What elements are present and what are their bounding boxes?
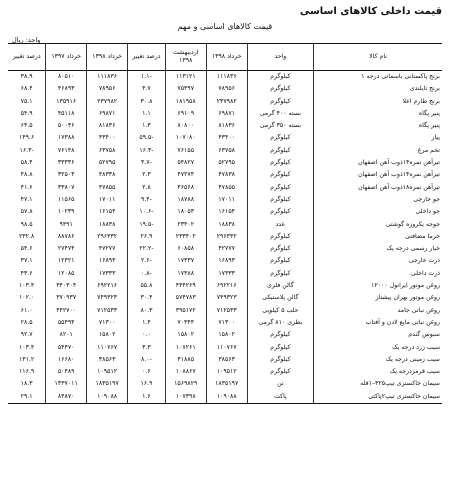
- cell-c6: ۱۳۱.۲: [18, 355, 35, 363]
- cell-c6: ۵۸.۴: [20, 159, 33, 167]
- cell-c2: ۱۱۳۱۲۱: [165, 71, 206, 84]
- table-row: [8, 378, 442, 390]
- cell-c6: ۴۳.۶: [20, 269, 33, 277]
- cell-unit: حلب ۵ کیلویی: [247, 305, 313, 317]
- table-row: [8, 391, 442, 404]
- cell-c2: ۱۷۳۸۸: [165, 268, 206, 280]
- cell-name: پنیر پگاه: [314, 108, 442, 120]
- cell-c4: ۱۰۹۵۱۲: [87, 366, 128, 378]
- header-name: نام کالا: [314, 44, 442, 71]
- cell-c6: ۶۱.۰: [20, 306, 33, 314]
- cell-c3: ۲.۳: [128, 169, 166, 181]
- table-row: [8, 194, 442, 206]
- cell-unit: تن: [247, 378, 313, 390]
- cell-c4: ۱۷۳۳۳: [87, 268, 128, 280]
- cell-c3: ۴.۷: [128, 83, 166, 95]
- cell-unit: کیلوگرم: [247, 169, 313, 181]
- cell-c3: ۰.۶: [128, 366, 166, 378]
- cell-c1: ۴۷۸۳۸: [206, 169, 247, 181]
- cell-c6: ۱۰۲.۰: [18, 294, 35, 302]
- cell-c2: ۱۰۸۸۶۷: [165, 366, 206, 378]
- cell-c2: ۲۳۴۰۲: [165, 219, 206, 231]
- cell-c5: ۳۳۳۳۶: [46, 157, 87, 169]
- cell-c2: ۳۹۵۱۷۲: [165, 305, 206, 317]
- cell-unit: کیلوگرم: [247, 329, 313, 341]
- cell-c4: ۳۸۵۶۳: [87, 354, 128, 366]
- cell-c1: ۱۸۸۳۸: [206, 219, 247, 231]
- cell-c2: ۸۰۸۰۰: [165, 120, 206, 132]
- cell-c5: ۵۰۴۸۹: [46, 366, 87, 378]
- cell-c1: ۸۱۸۳۶: [206, 120, 247, 132]
- cell-c5: ۱۷۳۸۸: [46, 132, 87, 144]
- table-row: [8, 317, 442, 329]
- cell-c6: ۱۴۹.۶: [18, 134, 35, 142]
- cell-c4: ۷۴۹۳۲۳: [87, 292, 128, 304]
- cell-c2: ۷۵۳۹۷: [165, 83, 206, 95]
- table-row: [8, 342, 442, 354]
- cell-name: جو داخلی: [314, 206, 442, 218]
- header-c4: خرداد ۱۳۹۸: [87, 44, 128, 71]
- cell-name: برنج پاکستانی باسماتی درجه ۱: [314, 71, 442, 84]
- cell-c6: ۴۸.۸: [20, 171, 33, 179]
- cell-c2: ۱۰۷۳۹۸: [165, 391, 206, 404]
- table-row: [8, 182, 442, 194]
- cell-c2: ۱۵۶۹۸۲۹: [165, 378, 206, 390]
- cell-c6: ۵۴.۹: [20, 109, 33, 117]
- cell-c1: ۱۰۹۰۸۸: [206, 391, 247, 404]
- cell-c3: ۸۰.۳: [128, 305, 166, 317]
- cell-c6: ۱۰۳.۴: [18, 282, 35, 290]
- cell-c3: ۱.۴: [128, 317, 166, 329]
- cell-c4: ۲۹۶۳۳۲: [87, 231, 128, 243]
- cell-c5: ۵۵۴۹۴: [46, 317, 87, 329]
- table-row: [8, 96, 442, 108]
- cell-c2: ۱۷۳۳۷: [165, 255, 206, 267]
- cell-c5: ۳۷۰۹۳۷: [46, 292, 87, 304]
- cell-name: روغن نباتی مایع لادن و آفتاب: [314, 317, 442, 329]
- cell-c2: ۲۳۳۴۰۲: [165, 231, 206, 243]
- cell-unit: کیلوگرم: [247, 194, 313, 206]
- cell-c4: ۱۶۸۹۳: [87, 255, 128, 267]
- cell-c4: ۱۰۹۰۸۸: [87, 391, 128, 404]
- cell-c2: ۱۰۷۰۸۰: [165, 132, 206, 144]
- cell-c6: ۵۷.۸: [20, 208, 33, 216]
- cell-c2: ۱۸۷۸۸: [165, 194, 206, 206]
- cell-unit: بسته ۴۰۰ گرمی: [247, 108, 313, 120]
- table-row: [8, 231, 442, 243]
- cell-name: ذرت داخلی: [314, 268, 442, 280]
- cell-c5: ۵۴۴۷۰: [46, 342, 87, 354]
- cell-c1: ۲۹۶۳۳۲: [206, 231, 247, 243]
- cell-unit: کیلوگرم: [247, 366, 313, 378]
- cell-c6: ۹۲.۷: [20, 331, 33, 339]
- cell-c3: -۹.۴: [128, 194, 166, 206]
- cell-c3: -۱۰.۶: [128, 206, 166, 218]
- cell-c3: -۲۲.۲: [128, 243, 166, 255]
- cell-c1: ۱۷۳۳۳: [206, 268, 247, 280]
- cell-c3: -۳.۷: [128, 157, 166, 169]
- cell-c5: ۳۴۰۳۰۴: [46, 280, 87, 292]
- cell-c6: ۵۴.۶: [20, 245, 33, 253]
- cell-c6: ۶۳.۵: [20, 122, 33, 130]
- cell-c3: -۸.۰: [128, 354, 166, 366]
- cell-c4: ۶۳۷۵۸: [87, 145, 128, 157]
- cell-name: خرما مضافتی: [314, 231, 442, 243]
- table-row: [8, 132, 442, 144]
- cell-c4: ۲۳۷۹۸۲: [87, 96, 128, 108]
- cell-c3: -۱۹.۵: [128, 219, 166, 231]
- header-row: [8, 44, 442, 71]
- cell-c3: ۱.۳: [128, 120, 166, 132]
- cell-c6: ۶۸.۴: [20, 85, 33, 93]
- cell-c5: ۱۳۳۷۰۱۱: [46, 378, 87, 390]
- cell-c4: ۷۸۹۵۶: [87, 83, 128, 95]
- cell-c6: ۱۸.۳: [20, 380, 33, 388]
- cell-c5: ۱۰۲۳۹: [46, 206, 87, 218]
- cell-unit: کیلوگرم: [247, 342, 313, 354]
- cell-c1: ۲۳۷۹۸۲: [206, 96, 247, 108]
- cell-c1: ۴۷۸۵۵: [206, 182, 247, 194]
- cell-c5: ۸۰۵۱۰: [46, 71, 87, 84]
- header-c1: خرداد ۱۳۹۸: [206, 44, 247, 71]
- cell-name: پنیر پگاه: [314, 120, 442, 132]
- cell-c3: ۲.۸: [128, 182, 166, 194]
- cell-name: سیب زرد درجه یک: [314, 342, 442, 354]
- table-row: [8, 255, 442, 267]
- cell-c6: -۱۶.۳: [19, 146, 34, 154]
- cell-c2: ۱۸۰۵۳: [165, 206, 206, 218]
- cell-unit: کیلوگرم: [247, 145, 313, 157]
- price-table: [8, 43, 442, 404]
- cell-c6: ۲۹.۱: [8, 391, 46, 404]
- cell-c4: ۷۱۲۵۳۳: [87, 305, 128, 317]
- table-body: [8, 71, 442, 404]
- cell-name: تخم مرغ: [314, 145, 442, 157]
- cell-c3: ۳۰.۸: [128, 96, 166, 108]
- cell-c1: ۶۹۲۲۱۶: [206, 280, 247, 292]
- cell-name: تیرآهن نمره۱۸ذوب آهن اصفهان: [314, 182, 442, 194]
- cell-c1: ۱۸۳۵۱۹۷: [206, 378, 247, 390]
- cell-c4: ۴۳۴۰۰: [87, 132, 128, 144]
- cell-c1: ۱۷۰۱۱: [206, 194, 247, 206]
- cell-name: سیب زمینی درجه یک: [314, 354, 442, 366]
- table-row: [8, 219, 442, 231]
- cell-c6: ۱۱۶.۹: [18, 368, 35, 376]
- cell-unit: بطری ۸۱۰ گرمی: [247, 317, 313, 329]
- table-row: [8, 83, 442, 95]
- cell-unit: کیلوگرم: [247, 96, 313, 108]
- cell-c4: ۱۶۱۵۴: [87, 206, 128, 218]
- cell-c3: ۳۰.۴: [128, 292, 166, 304]
- table-row: [8, 305, 442, 317]
- cell-c5: ۱۶۶۸۰: [46, 354, 87, 366]
- cell-c5: ۴۴۲۷۰۰: [46, 305, 87, 317]
- cell-unit: کیلوگرم: [247, 243, 313, 255]
- table-row: [8, 366, 442, 378]
- table-row: [8, 292, 442, 304]
- cell-c4: ۱۱۰۷۶۷: [87, 342, 128, 354]
- cell-name: روغن موتور ایرانول ۱۲۰۰۰: [314, 280, 442, 292]
- header-c2: اردیبهشت ۱۳۹۸: [165, 44, 206, 71]
- table-row: [8, 268, 442, 280]
- cell-c3: ۳.۳: [128, 342, 166, 354]
- cell-c5: ۳۲۵۰۳: [46, 169, 87, 181]
- cell-name: روغن موتور بهران پیشتاز: [314, 292, 442, 304]
- cell-c5: ۱۳۵۹۱۶: [46, 96, 87, 108]
- cell-c4: ۷۱۳۰۰: [87, 317, 128, 329]
- cell-c5: ۱۲۳۲۱: [46, 255, 87, 267]
- table-row: [8, 243, 442, 255]
- cell-unit: عدد: [247, 219, 313, 231]
- unit-note: واحد: ریال: [12, 36, 41, 44]
- cell-c1: ۷۴۹۳۲۳: [206, 292, 247, 304]
- cell-name: پیاز: [314, 132, 442, 144]
- cell-c4: ۴۷۸۵۵: [87, 182, 128, 194]
- cell-c6: ۳۷.۱: [20, 257, 33, 265]
- cell-c2: ۱۰۷۲۶۱: [165, 342, 206, 354]
- cell-c3: ۲۶.۹: [128, 231, 166, 243]
- cell-unit: بسته ۳۵۰ گرمی: [247, 120, 313, 132]
- table-row: [8, 145, 442, 157]
- cell-unit: کیلوگرم: [247, 182, 313, 194]
- cell-name: تیرآهن نمره۱۴ذوب آهن اصفهان: [314, 169, 442, 181]
- cell-name: جوجه یکروزه گوشتی: [314, 219, 442, 231]
- cell-unit: کیلوگرم: [247, 71, 313, 84]
- cell-unit: کیلوگرم: [247, 132, 313, 144]
- header-unit: واحد: [247, 44, 313, 71]
- cell-unit: کیلوگرم: [247, 255, 313, 267]
- cell-name: برنج تایلندی: [314, 83, 442, 95]
- header-c5: خرداد ۱۳۹۷: [46, 44, 87, 71]
- cell-c2: ۴۱۸۸۵: [165, 354, 206, 366]
- cell-unit: کیلوگرم: [247, 206, 313, 218]
- cell-name: سبوس گندم: [314, 329, 442, 341]
- cell-c4: ۶۹۸۷۱: [87, 108, 128, 120]
- cell-c6: ۴۷.۱: [20, 195, 33, 203]
- page-title: قیمت داخلی کالاهای اساسی: [299, 6, 442, 17]
- cell-c5: ۴۶۸۹۳: [46, 83, 87, 95]
- table-row: [8, 157, 442, 169]
- cell-name: سیب قرمزدرجه یک: [314, 366, 442, 378]
- cell-unit: کیلوگرم: [247, 354, 313, 366]
- cell-c3: ۰.۰: [128, 329, 166, 341]
- cell-c2: ۵۴۸۲۷: [165, 157, 206, 169]
- cell-c1: ۶۹۸۷۱: [206, 108, 247, 120]
- header-c3: درصد تغییر: [128, 44, 166, 71]
- cell-c1: ۷۸۹۵۶: [206, 83, 247, 95]
- cell-c6: ۹۸.۵: [20, 220, 33, 228]
- cell-c5: ۲۷۴۷۴: [46, 243, 87, 255]
- cell-c6: ۲۸.۵: [20, 318, 33, 326]
- cell-name: سیمان خاکستری تیپ۲پاکتی: [314, 391, 442, 404]
- header-c6: درصد تغییر: [8, 44, 46, 71]
- cell-c2: ۶۰۸۵۸: [165, 243, 206, 255]
- cell-c4: ۱۵۸۰۲: [87, 329, 128, 341]
- cell-c3: -۵۹.۵: [128, 132, 166, 144]
- cell-c5: ۱۲۰۸۵: [46, 268, 87, 280]
- cell-c2: ۱۵۸۰۲: [165, 329, 206, 341]
- cell-name: روغن نباتی جامد: [314, 305, 442, 317]
- cell-c4: ۱۸۳۵۱۹۷: [87, 378, 128, 390]
- cell-c1: ۱۱۰۷۶۷: [206, 342, 247, 354]
- cell-unit: پاکت: [247, 391, 313, 404]
- cell-c1: ۱۶۸۹۳: [206, 255, 247, 267]
- cell-c1: ۴۲۷۷۷: [206, 243, 247, 255]
- cell-c5: ۷۶۱۴۸: [46, 145, 87, 157]
- cell-c1: ۱۶۱۵۴: [206, 206, 247, 218]
- cell-c4: ۴۸۳۳۸: [87, 169, 128, 181]
- cell-c6: ۳۸.۹: [20, 73, 33, 80]
- cell-c3: -۱.۱: [128, 71, 166, 84]
- cell-c6: ۷۵.۱: [20, 97, 33, 105]
- cell-name: جو خارجی: [314, 194, 442, 206]
- cell-c3: ۵۵.۸: [128, 280, 166, 292]
- cell-c2: ۴۴۴۲۶۹: [165, 280, 206, 292]
- cell-c5: ۱۱۵۶۵: [46, 194, 87, 206]
- cell-c1: ۶۳۷۵۸: [206, 145, 247, 157]
- table-row: [8, 329, 442, 341]
- cell-c3: -۰.۸: [128, 268, 166, 280]
- cell-c1: ۱۱۱۸۳۶: [206, 71, 247, 84]
- table-row: [8, 206, 442, 218]
- cell-name: برنج طارم اعلا: [314, 96, 442, 108]
- cell-c2: ۴۶۵۶۸: [165, 182, 206, 194]
- cell-name: سیمان خاکستری تیپ۳۲۵–۱قله: [314, 378, 442, 390]
- cell-c2: ۵۷۴۷۸۳: [165, 292, 206, 304]
- table-row: [8, 71, 442, 84]
- cell-c4: ۱۸۸۳۸: [87, 219, 128, 231]
- cell-c5: ۸۸۷۸۶: [46, 231, 87, 243]
- cell-c2: ۱۸۱۹۵۸: [165, 96, 206, 108]
- cell-c2: ۷۰۳۴۴: [165, 317, 206, 329]
- cell-c1: ۷۱۳۰۰: [206, 317, 247, 329]
- cell-c2: ۴۷۲۷۴: [165, 169, 206, 181]
- cell-c1: ۵۲۷۹۵: [206, 157, 247, 169]
- cell-name: تیرآهن نمره۱۴ذوب آهن اصفهان: [314, 157, 442, 169]
- table-row: [8, 169, 442, 181]
- cell-unit: کیلوگرم: [247, 231, 313, 243]
- cell-c4: ۴۷۲۷۷: [87, 243, 128, 255]
- cell-c6: ۲۳۲.۸: [18, 232, 35, 240]
- cell-c2: ۷۶۱۵۵: [165, 145, 206, 157]
- cell-name: خیار رسمی درجه یک: [314, 243, 442, 255]
- cell-unit: کیلوگرم: [247, 268, 313, 280]
- cell-c1: ۱۵۸۰۲: [206, 329, 247, 341]
- cell-c5: ۹۴۹۱: [46, 219, 87, 231]
- cell-unit: گالن فلزی: [247, 280, 313, 292]
- cell-c4: ۱۷۰۱۱: [87, 194, 128, 206]
- table-row: [8, 108, 442, 120]
- cell-c5: ۳۳۸۰۷: [46, 182, 87, 194]
- cell-c2: ۶۹۱۰۹: [165, 108, 206, 120]
- cell-c1: ۷۱۲۵۳۳: [206, 305, 247, 317]
- table-subtitle: قیمت کالاهای اساسی و مهم: [177, 22, 273, 31]
- cell-unit: کیلوگرم: [247, 83, 313, 95]
- cell-c3: ۱.۱: [128, 108, 166, 120]
- cell-c1: ۴۳۴۰۰: [206, 132, 247, 144]
- cell-c6: ۱۰۳.۴: [18, 343, 35, 351]
- cell-c3: -۱۶.۳: [128, 145, 166, 157]
- cell-c6: ۴۱.۶: [20, 183, 33, 191]
- cell-unit: کیلوگرم: [247, 157, 313, 169]
- table-row: [8, 280, 442, 292]
- cell-c4: ۱۱۱۸۳۶: [87, 71, 128, 84]
- cell-c5: ۸۲۰۱: [46, 329, 87, 341]
- cell-c5: ۴۵۱۱۸: [46, 108, 87, 120]
- cell-c4: ۶۹۲۲۱۶: [87, 280, 128, 292]
- cell-c5: ۸۴۸۷۰: [46, 391, 87, 404]
- cell-c4: ۵۲۷۹۵: [87, 157, 128, 169]
- cell-c3: ۱۶.۹: [128, 378, 166, 390]
- cell-c4: ۸۱۸۳۶: [87, 120, 128, 132]
- cell-c3: -۲.۶: [128, 255, 166, 267]
- cell-unit: گالن پلاستیکی: [247, 292, 313, 304]
- cell-c3: ۱.۶: [128, 391, 166, 404]
- cell-c1: ۱۰۹۵۱۲: [206, 366, 247, 378]
- cell-c1: ۳۸۵۶۳: [206, 354, 247, 366]
- table-row: [8, 354, 442, 366]
- cell-name: ذرت خارجی: [314, 255, 442, 267]
- cell-c5: ۵۰۰۳۶: [46, 120, 87, 132]
- table-row: [8, 120, 442, 132]
